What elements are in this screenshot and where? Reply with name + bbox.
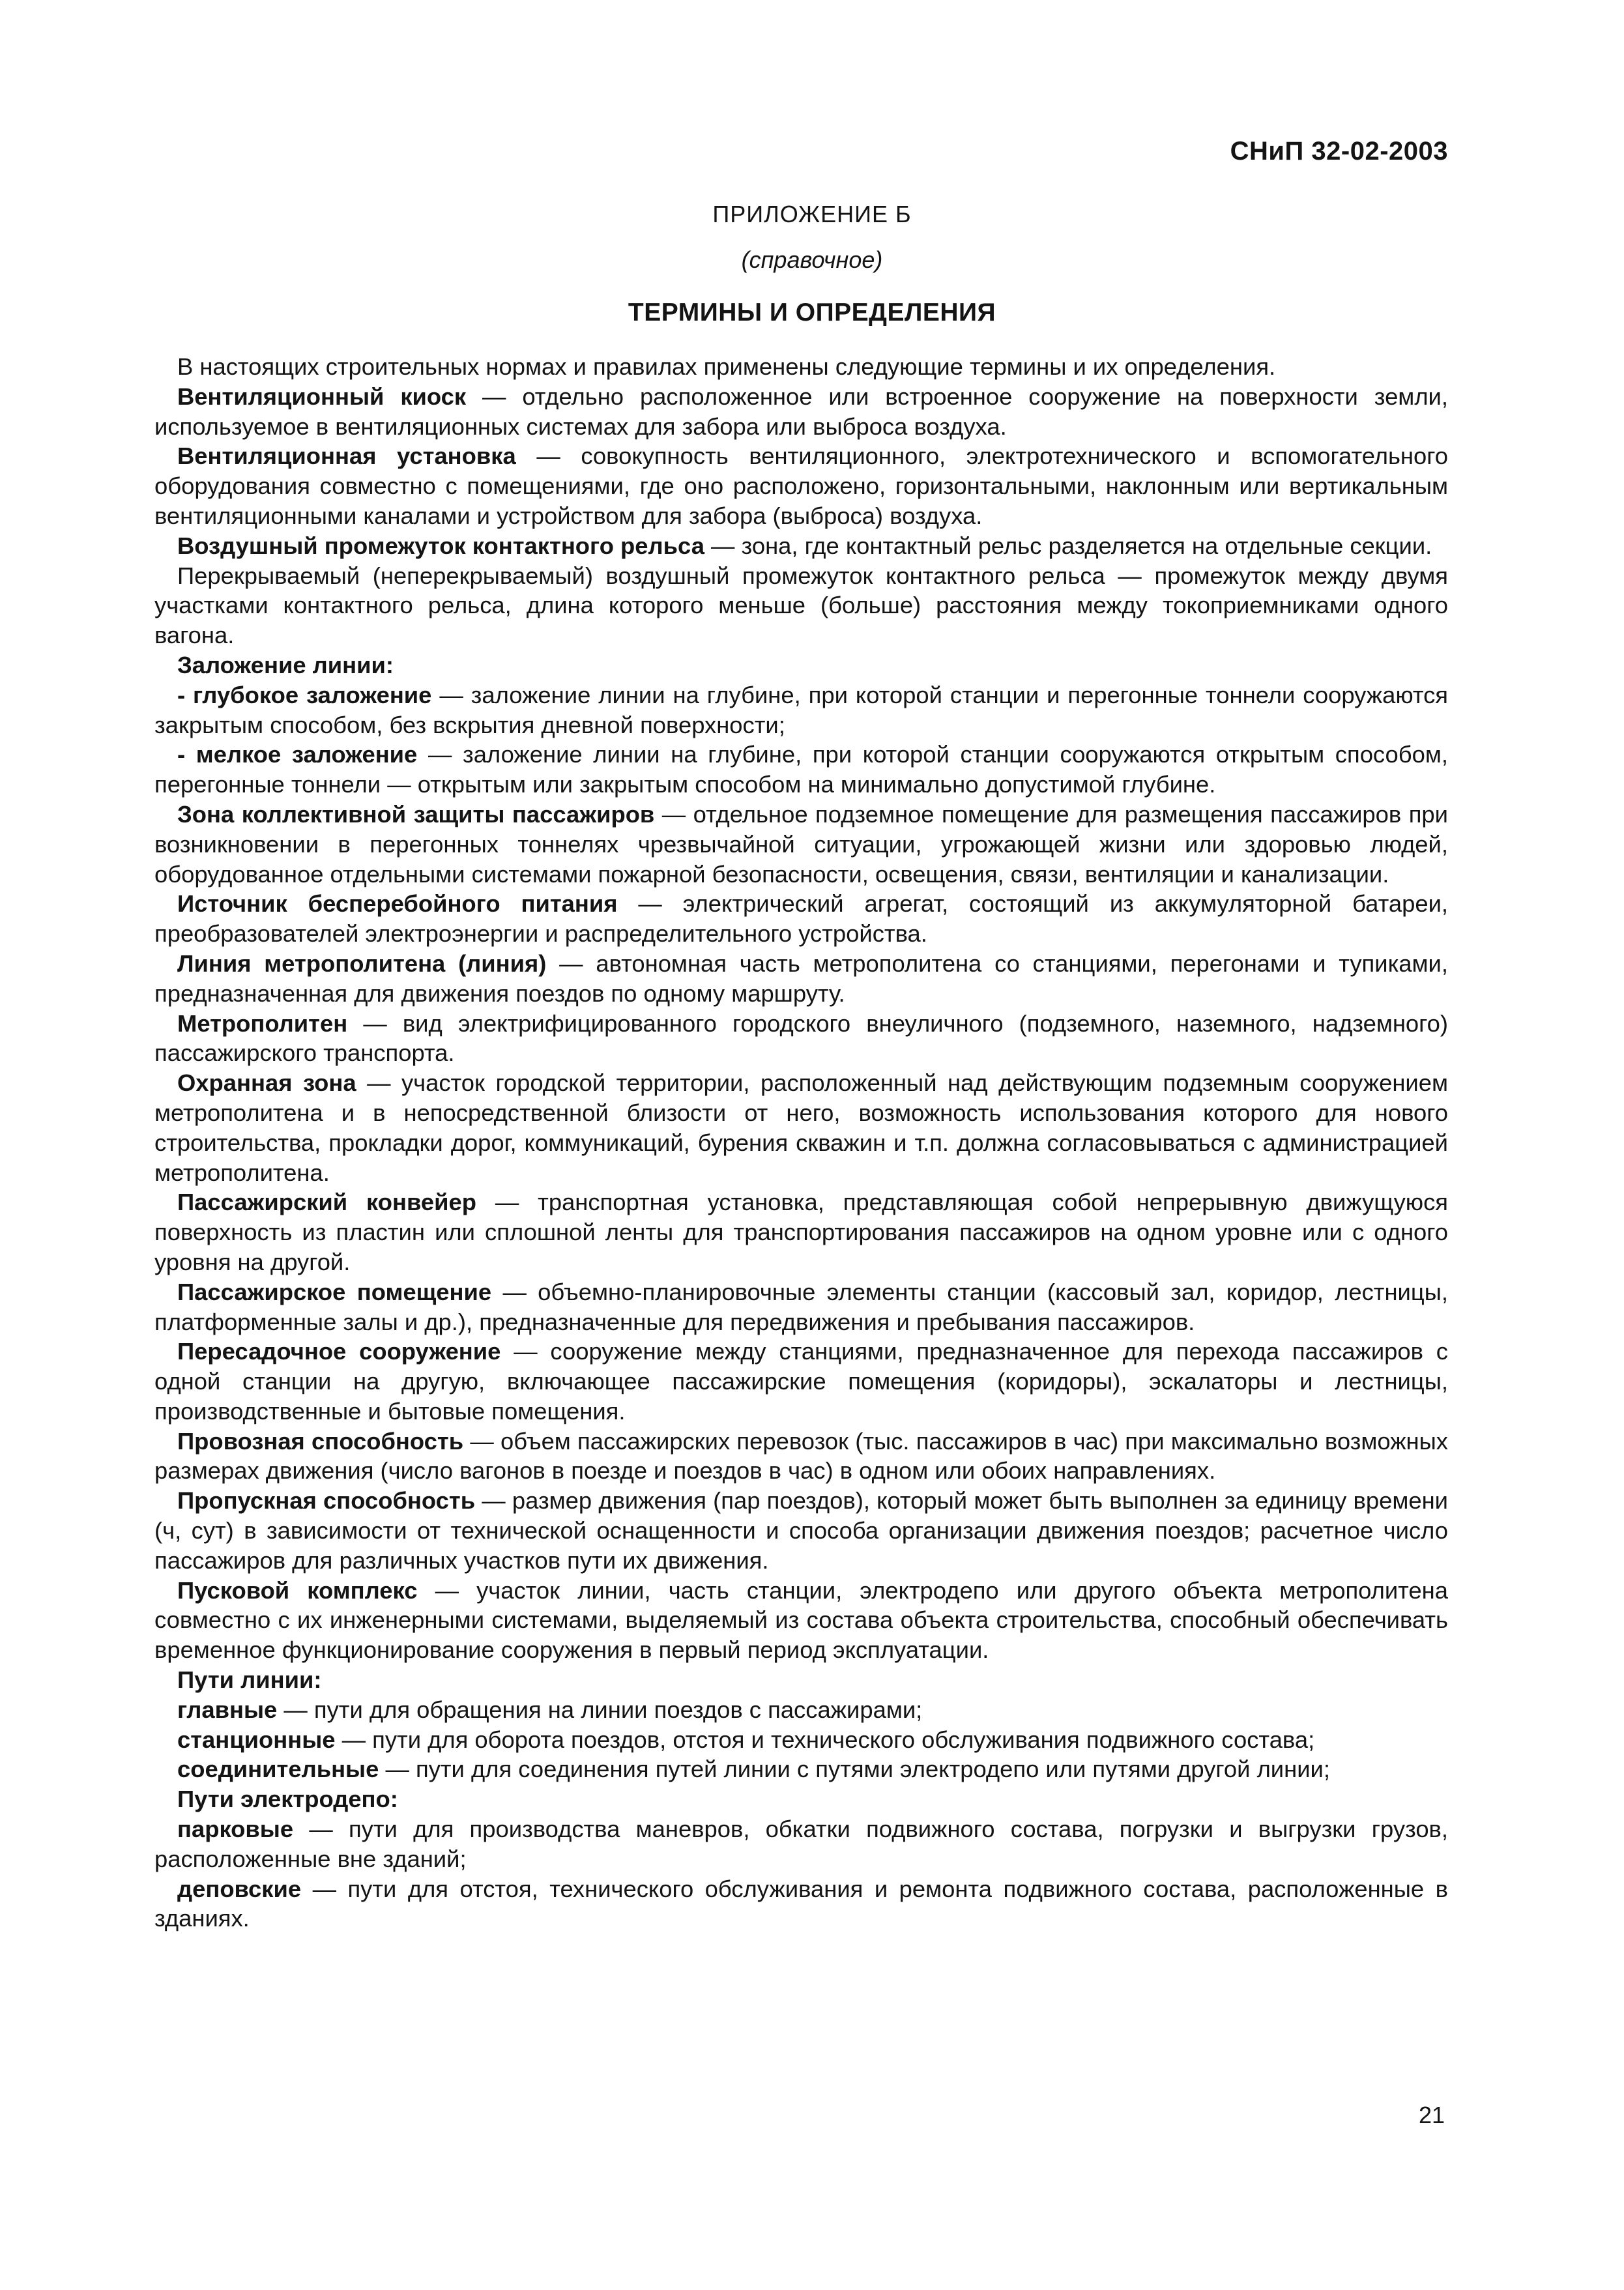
definition-paragraph	[154, 531, 1448, 561]
definition-paragraph	[154, 1695, 1448, 1725]
definition-term: Вентиляционный киоск	[177, 383, 467, 410]
definition-term: деповские	[177, 1875, 302, 1902]
definition-paragraph	[154, 1068, 1448, 1187]
definition-text: — транспортная установка, представляющая собой непрерывную движущуюся поверхность из пластин или сплошной ленты для транспортирования пассажиров на одном уровне или с одного уровня на другой.	[154, 1189, 1449, 1275]
definition-term: Пропускная способность	[177, 1487, 476, 1515]
definition-paragraph	[154, 441, 1448, 530]
definition-paragraph	[154, 561, 1448, 650]
definition-text: — пути для производства маневров, обкатки подвижного состава, погрузки и выгрузки грузов, расположенные вне зданий;	[154, 1816, 1448, 1872]
definition-term: Заложение линии:	[177, 651, 394, 678]
definition-text: — автономная часть метрополитена со станциями, перегонами и тупиками, предназначенная для движения поездов по одному маршруту.	[154, 949, 1448, 1007]
definition-text: — отдельно расположенное или встроенное сооружение на поверхности земли, используемое в вентиляционных системах для забора или выброса воздуха.	[154, 383, 1448, 440]
definition-term: - глубокое заложение	[177, 681, 432, 708]
definition-paragraph	[154, 352, 1448, 382]
definition-text: — заложение линии на глубине, при которой станции и перегонные тоннели сооружаются закрытым способом, без вскрытия дневной поверхности;	[154, 681, 1448, 738]
page-number: 21	[1418, 2102, 1445, 2128]
definition-text: — заложение линии на глубине, при которой станции сооружаются открытым способом, перегонные тоннели — открытым или закрытым способом на минимально допустимой глубине.	[154, 741, 1448, 798]
definition-paragraph	[154, 382, 1448, 442]
definition-term: Пассажирское помещение	[177, 1278, 492, 1305]
definition-term: Пассажирский конвейер	[177, 1189, 476, 1216]
definition-term: Провозная способность	[177, 1427, 464, 1455]
definition-text: — электрический агрегат, состоящий из аккумуляторной батареи, преобразователей электроэнергии и распределительного устройства.	[154, 890, 1449, 948]
definition-paragraph	[154, 889, 1448, 949]
document-code: СНиП 32-02-2003	[1230, 137, 1448, 166]
definition-paragraph	[154, 1665, 1448, 1695]
definition-term: Пусковой комплекс	[177, 1576, 418, 1604]
definition-term: соединительные	[177, 1756, 379, 1783]
definition-paragraph	[154, 1337, 1448, 1426]
definition-paragraph	[154, 1277, 1448, 1337]
definition-text: — отдельное подземное помещение для размещения пассажиров при возникновении в перегонных тоннелях чрезвычайной ситуации, угрожающей жизни или здоровью людей, оборудованное отдельными системами пожарной безопасности, освещения, связи, вентиляции и канализации.	[154, 800, 1448, 888]
definition-text: — совокупность вентиляционного, электротехнического и вспомогательного оборудования совместно с помещениями, где оно расположено, горизонтальными, наклонным или вертикальным вентиляционными каналами и устройством для забора (выброса) воздуха.	[154, 442, 1448, 529]
definition-term: Зона коллективной защиты пассажиров	[177, 800, 655, 828]
definition-term: Источник бесперебойного питания	[177, 890, 618, 918]
definition-text: — пути для отстоя, технического обслуживания и ремонта подвижного состава, расположенные в зданиях.	[154, 1875, 1448, 1932]
definition-text: — зона, где контактный рельс разделяется на отдельные секции.	[704, 532, 1432, 559]
definition-term: парковые	[177, 1816, 294, 1843]
appendix-note: (справочное)	[741, 246, 883, 273]
definition-text: — пути для обращения на линии поездов с пассажирами;	[277, 1696, 923, 1723]
definition-text: — участок городской территории, расположенный над действующим подземным сооружением метрополитена и в непосредственной близости от него, возможность использования которого для нового строительства, прокладки дорог, коммуникаций, бурения скважин и т.п. должна согласовываться с администрацией метрополитена.	[154, 1069, 1448, 1186]
definition-paragraph	[154, 1874, 1448, 1934]
definition-paragraph	[154, 1576, 1448, 1665]
definition-paragraph	[154, 1725, 1448, 1755]
definition-paragraph	[154, 800, 1448, 889]
definition-term: Метрополитен	[177, 1009, 348, 1037]
definition-text: — пути для оборота поездов, отстоя и технического обслуживания подвижного состава;	[335, 1726, 1315, 1753]
appendix-label: ПРИЛОЖЕНИЕ Б	[712, 201, 912, 227]
definition-text: — участок линии, часть станции, электродепо или другого объекта метрополитена совместно с их инженерными системами, выделяемый из состава объекта строительства, способный обеспечивать временное функционирование сооружения в первый период эксплуатации.	[154, 1576, 1448, 1664]
definition-text: — размер движения (пар поездов), который может быть выполнен за единицу времени (ч, сут) в зависимости от технической оснащенности и способа организации движения поездов; расчетное число пассажиров для различных участков пути их движения.	[154, 1487, 1449, 1574]
definition-term: станционные	[177, 1726, 336, 1753]
appendix-title: ТЕРМИНЫ И ОПРЕДЕЛЕНИЯ	[628, 298, 996, 326]
definition-term: Вентиляционная установка	[177, 442, 516, 470]
definition-paragraph	[154, 949, 1448, 1009]
definition-term: Воздушный промежуток контактного рельса	[177, 532, 704, 559]
definition-term: Линия метрополитена (линия)	[177, 949, 547, 977]
definition-text: — пути для соединения путей линии с путями электродепо или путями другой линии;	[379, 1756, 1330, 1783]
definition-term: Пути электродепо:	[177, 1786, 398, 1813]
definition-text: — объемно-планировочные элементы станции (кассовый зал, коридор, лестницы, платформенные залы и др.), предназначенные для передвижения и пребывания пассажиров.	[154, 1278, 1448, 1335]
definition-term: - мелкое заложение	[177, 741, 418, 768]
definition-text: В настоящих строительных нормах и правилах применены следующие термины и их определения.	[177, 353, 1276, 380]
definition-paragraph	[154, 1784, 1448, 1814]
definition-paragraph	[154, 650, 1448, 680]
definition-text: — объем пассажирских перевозок (тыс. пассажиров в час) при максимально возможных размерах движения (число вагонов в поезде и поездов в час) в одном или обоих направлениях.	[154, 1427, 1449, 1485]
definition-paragraph	[154, 740, 1448, 800]
definition-paragraph	[154, 1754, 1448, 1784]
definition-term: Пути линии:	[177, 1666, 322, 1694]
definition-paragraph	[154, 1486, 1448, 1575]
definition-paragraph	[154, 680, 1448, 740]
definition-term: Охранная зона	[177, 1069, 356, 1097]
definition-term: Пересадочное сооружение	[177, 1338, 501, 1365]
definition-term: главные	[177, 1696, 278, 1723]
definition-paragraph	[154, 1009, 1448, 1069]
definitions-body	[154, 352, 1448, 1934]
definition-text: — вид электрифицированного городского внеуличного (подземного, наземного, надземного) пассажирского транспорта.	[154, 1009, 1448, 1067]
definition-paragraph	[154, 1814, 1448, 1874]
definition-text: — сооружение между станциями, предназначенное для перехода пассажиров с одной станции на другую, включающее пассажирские помещения (коридоры), эскалаторы и лестницы, производственные и бытовые помещения.	[154, 1338, 1448, 1425]
definition-paragraph	[154, 1427, 1448, 1486]
definition-text: Перекрываемый (неперекрываемый) воздушный промежуток контактного рельса — промежуток между двумя участками контактного рельса, длина которого меньше (больше) расстояния между токоприемниками одного вагона.	[154, 562, 1448, 649]
definition-paragraph	[154, 1187, 1448, 1277]
